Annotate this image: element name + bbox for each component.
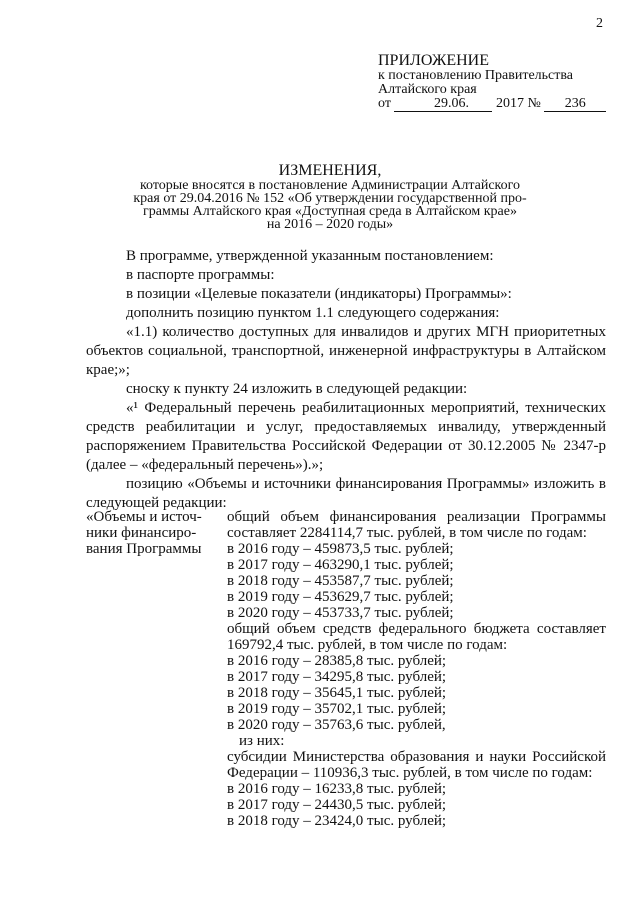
year-line: в 2020 году – 453733,7 тыс. рублей; (227, 605, 454, 621)
left-cell-line: «Объемы и источ- (86, 509, 202, 525)
decree-date: 29.06. (394, 97, 492, 112)
year-line: в 2018 году – 35645,1 тыс. рублей; (227, 685, 447, 701)
appendix-line: Алтайского края (378, 82, 477, 97)
year-line: в 2016 году – 459873,5 тыс. рублей; (227, 541, 454, 557)
year-line: в 2017 году – 463290,1 тыс. рублей; (227, 557, 454, 573)
heading-line: граммы Алтайского края «Доступная среда в Алтайском крае» (143, 204, 517, 219)
left-cell-line: ники финансиро- (86, 525, 197, 541)
heading-title: ИЗМЕНЕНИЯ, (278, 162, 382, 179)
year-line: в 2017 году – 24430,5 тыс. рублей; (227, 797, 447, 813)
paragraph: дополнить позицию пунктом 1.1 следующего содержания: (126, 305, 500, 321)
year-line: в 2017 году – 34295,8 тыс. рублей; (227, 669, 447, 685)
year-line: в 2020 году – 35763,6 тыс. рублей, (227, 717, 446, 733)
heading-line: на 2016 – 2020 годы» (266, 217, 394, 232)
decree-number: 236 (544, 97, 606, 112)
page-number: 2 (596, 16, 603, 31)
decree-year: 2017 (495, 96, 524, 111)
year-line: в 2018 году – 453587,7 тыс. рублей; (227, 573, 454, 589)
year-line: в 2019 году – 453629,7 тыс. рублей; (227, 589, 454, 605)
table-left-cell (86, 509, 210, 557)
heading-line: которые вносятся в постановление Администрации Алтайского (139, 178, 521, 193)
total-funding: общий объем финансирования реализации Программы составляет 2284114,7 тыс. рублей, в том числе по годам: (227, 509, 606, 541)
paragraph: сноску к пункту 24 изложить в следующей редакции: (126, 381, 468, 397)
number-label: № (527, 96, 541, 111)
paragraph: позицию «Объемы и источники финансирования Программы» изложить в следующей редакции: (86, 476, 606, 511)
table-right-cell (227, 509, 606, 829)
left-cell-line: вания Программы (86, 541, 202, 557)
from-label: от (378, 96, 391, 111)
paragraph: «¹ Федеральный перечень реабилитационных мероприятий, технических средств реабилитации и услуг, предоставляемых инвалиду, утвержденный распоряжением Правительства Российской Федерации от 30.12.2005 № 2347-р (далее – «федеральный перечень»).»; (86, 400, 606, 473)
document-body (86, 247, 606, 513)
year-line: в 2019 году – 35702,1 тыс. рублей; (227, 701, 447, 717)
appendix-line: к постановлению Правительства (378, 68, 574, 83)
paragraph: в позиции «Целевые показатели (индикаторы) Программы»: (126, 286, 512, 302)
federal-funding: общий объем средств федерального бюджета составляет 169792,4 тыс. рублей, в том числе по годам: (227, 621, 606, 653)
appendix-title: ПРИЛОЖЕНИЕ (378, 52, 490, 69)
of-them-label: из них: (239, 733, 285, 749)
year-line: в 2016 году – 16233,8 тыс. рублей; (227, 781, 447, 797)
year-line: в 2018 году – 23424,0 тыс. рублей; (227, 813, 447, 829)
subsidies-funding: субсидии Министерства образования и науки Российской Федерации – 110936,3 тыс. рублей, в том числе по годам: (227, 749, 606, 781)
paragraph: «1.1) количество доступных для инвалидов и других МГН приоритетных объектов социальной, транспортной, инженерной инфраструктуры в Алтайском крае;»; (86, 324, 606, 378)
year-line: в 2016 году – 28385,8 тыс. рублей; (227, 653, 447, 669)
document-heading (110, 163, 550, 231)
appendix-date-line (378, 97, 606, 112)
paragraph: в паспорте программы: (126, 267, 275, 283)
heading-line: края от 29.04.2016 № 152 «Об утверждении государственной про- (133, 191, 527, 206)
appendix-block (378, 52, 606, 112)
paragraph: В программе, утвержденной указанным постановлением: (126, 248, 494, 264)
